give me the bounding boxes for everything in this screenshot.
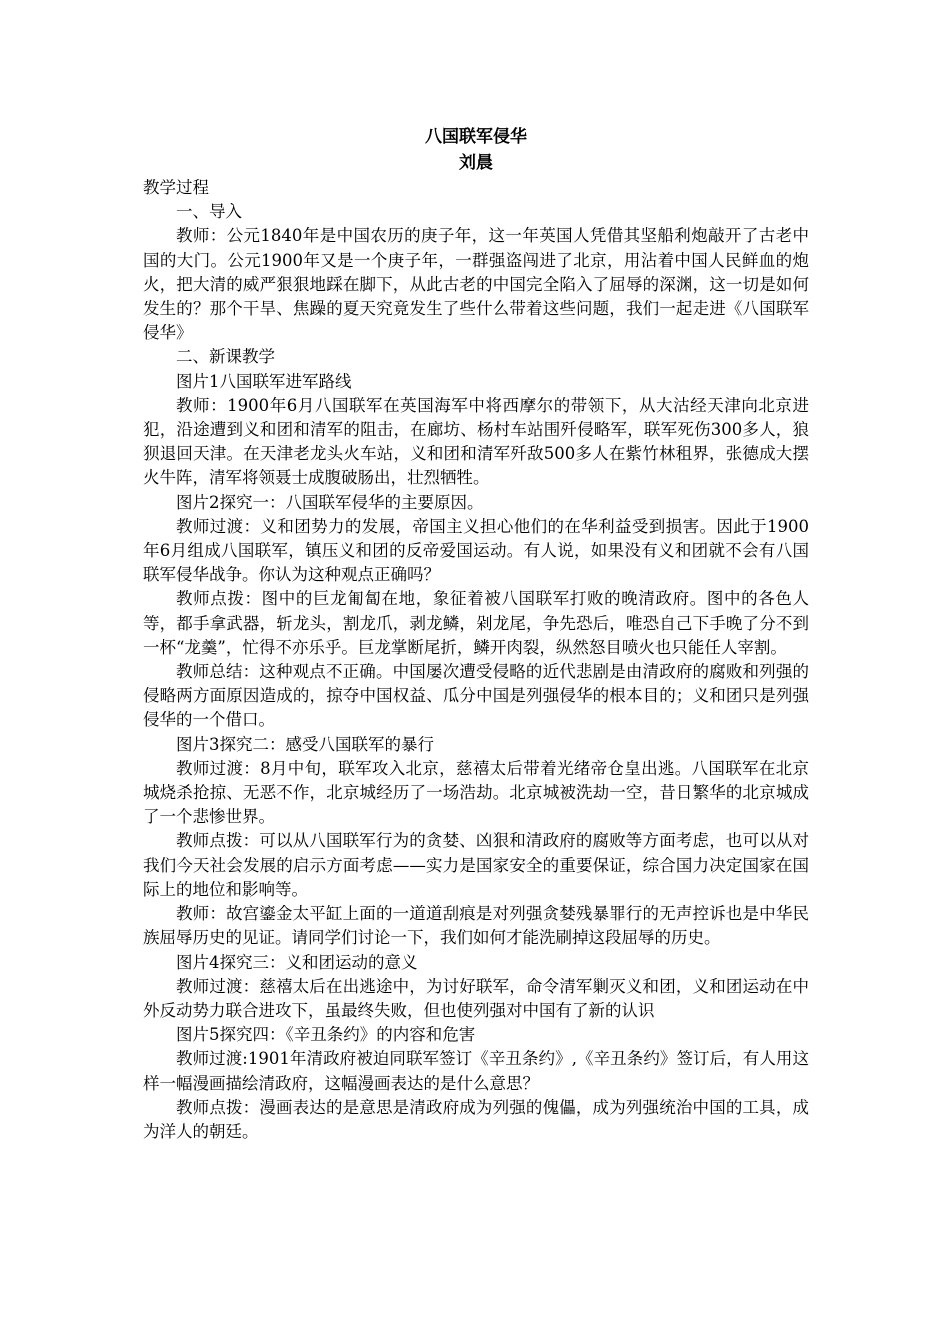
paragraph-intro-teacher: 教师：公元1840年是中国农历的庚子年，这一年英国人凭借其坚船利炮敲开了古老中国的大门。公元1900年又是一个庚子年，一群强盗闯进了北京，用沾着中国人民鲜血的炮火，把大清的威严狠狠地踩在脚下，从此古老的中国完全陷入了屈辱的深渊，这一切是如何发生的？那个干旱、焦躁的夏天究竟发生了些什么带着这些问题，我们一起走进《八国联军侵华》 xyxy=(143,226,809,343)
paragraph-guidance-1: 教师点拨：图中的巨龙匍匐在地，象征着被八国联军打败的晚清政府。图中的各色人等，都手拿武器，斩龙头，割龙爪，剥龙鳞，剁龙尾，争先恐后，唯恐自己下手晚了分不到一杯“龙羹”，忙得不亦乐乎。巨龙掌断尾折，鳞开肉裂，纵然怒目喷火也只能任人宰割。 xyxy=(143,589,809,657)
paragraph-new-lesson-heading: 二、新课教学 xyxy=(176,347,275,367)
document-page xyxy=(143,124,809,1144)
document-author: 刘晨 xyxy=(459,153,493,173)
paragraph-picture-4: 图片4探究三：义和团运动的意义 xyxy=(176,952,418,972)
paragraph-guidance-2: 教师点拨：可以从八国联军行为的贪婪、凶狠和清政府的腐败等方面考虑，也可以从对我们今天社会发展的启示方面考虑——实力是国家安全的重要保证，综合国力决定国家在国际上的地位和影响等。 xyxy=(143,831,809,899)
paragraph-picture-1: 图片1八国联军进军路线 xyxy=(176,371,352,391)
paragraph-intro-heading: 一、导入 xyxy=(176,202,242,222)
paragraph-picture-2: 图片2探究一：八国联军侵华的主要原因。 xyxy=(176,492,484,512)
section-heading: 教学过程 xyxy=(143,178,209,197)
paragraph-summary: 教师总结：这种观点不正确。中国屡次遭受侵略的近代悲剧是由清政府的腐败和列强的侵略两方面原因造成的，掠夺中国权益、瓜分中国是列强侵华的根本目的；义和团只是列强侵华的一个借口。 xyxy=(143,662,809,730)
paragraph-transition-3: 教师过渡：慈禧太后在出逃途中，为讨好联军，命令清军剿灭义和团，义和团运动在中外反动势力联合进攻下，虽最终失败，但也使列强对中国有了新的认识 xyxy=(143,976,809,1020)
paragraph-transition-4: 教师过渡:1901年清政府被迫同联军签订《辛丑条约》,《辛丑条约》签订后，有人用这样一幅漫画描绘清政府，这幅漫画表达的是什么意思？ xyxy=(143,1049,809,1093)
paragraph-transition-2: 教师过渡：8月中旬，联军攻入北京，慈禧太后带着光绪帝仓皇出逃。八国联军在北京城烧杀抢掠、无恶不作，北京城经历了一场浩劫。北京城被洗劫一空，昔日繁华的北京城成了一个悲惨世界。 xyxy=(143,758,809,827)
paragraph-teacher-route: 教师：1900年6月八国联军在英国海军中将西摩尔的带领下，从大沽经天津向北京进犯，沿途遭到义和团和清军的阻击，在廊坊、杨村车站围歼侵略军，联军死伤300多人，狼狈退回天津。在天津老龙头火车站，义和团和清军歼敌500多人在紫竹林租界，张德成大摆火牛阵，清军将领聂士成腹破肠出，壮烈牺牲。 xyxy=(143,395,809,488)
paragraph-transition-1: 教师过渡：义和团势力的发展，帝国主义担心他们的在华利益受到损害。因此于1900年6月组成八国联军，镇压义和团的反帝爱国运动。有人说，如果没有义和团就不会有八国联军侵华战争。你认为这种观点正确吗？ xyxy=(143,516,809,585)
paragraph-teacher-cauldron: 教师：故宫鎏金太平缸上面的一道道刮痕是对列强贪婪残暴罪行的无声控诉也是中华民族屈辱历史的见证。请同学们讨论一下，我们如何才能洗刷掉这段屈辱的历史。 xyxy=(143,904,809,948)
paragraph-guidance-3: 教师点拨：漫画表达的是意思是清政府成为列强的傀儡，成为列强统治中国的工具，成为洋人的朝廷。 xyxy=(143,1097,809,1141)
paragraph-picture-3: 图片3探究二：感受八国联军的暴行 xyxy=(176,734,434,754)
paragraph-picture-5: 图片5探究四：《辛丑条约》的内容和危害 xyxy=(176,1025,476,1045)
document-title: 八国联军侵华 xyxy=(425,127,527,147)
